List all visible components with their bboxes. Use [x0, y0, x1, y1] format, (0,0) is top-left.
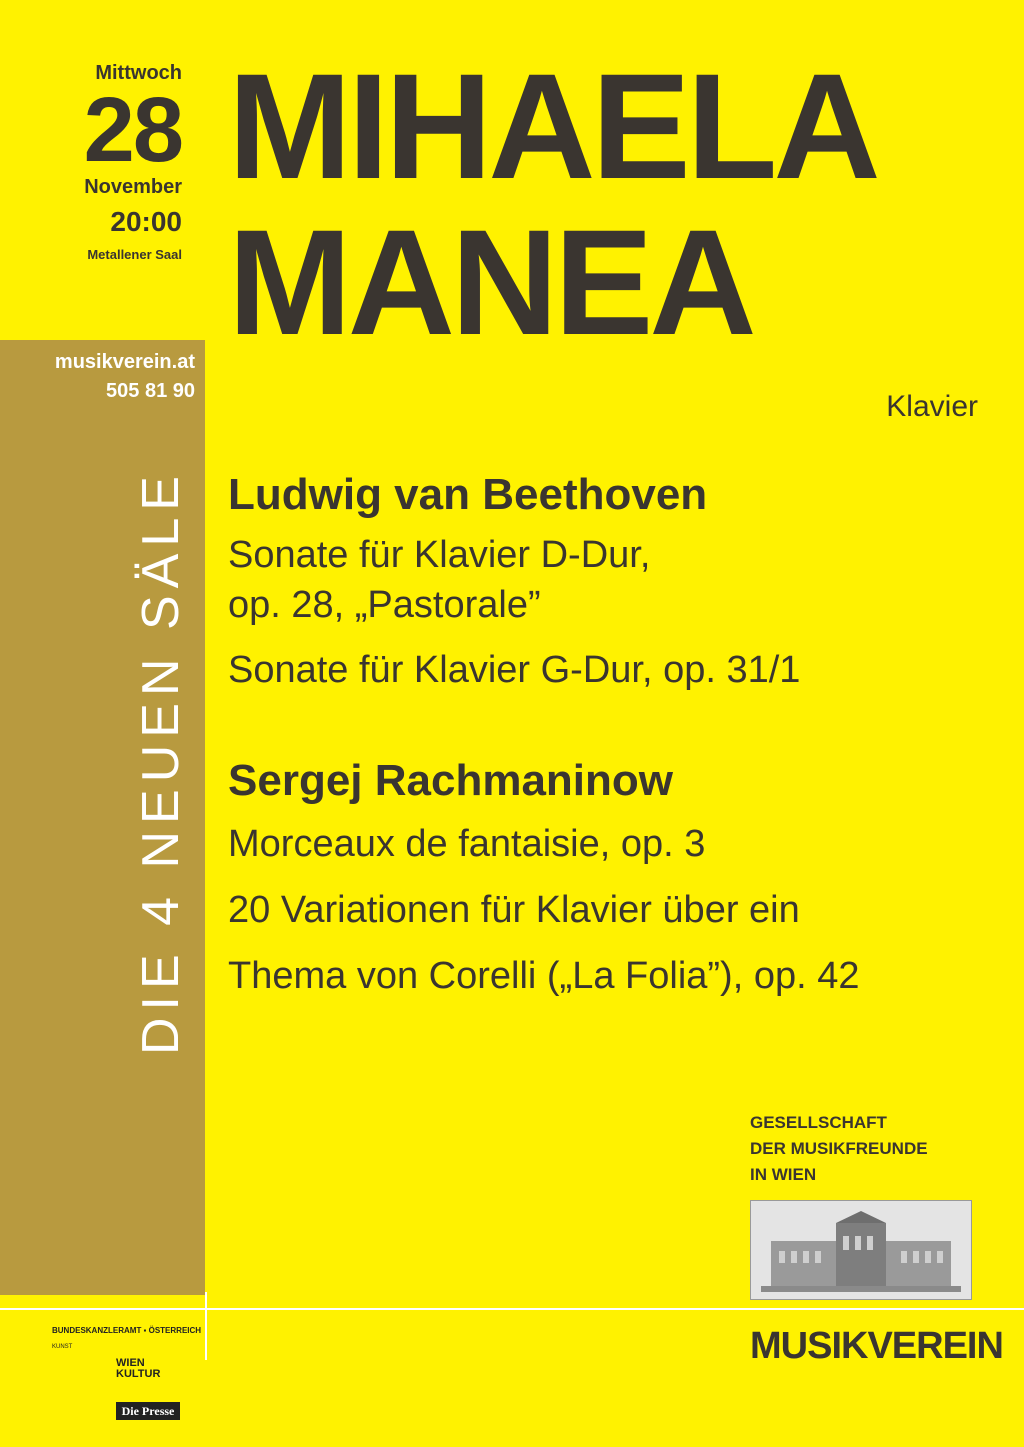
- program-list: [228, 468, 988, 1002]
- organizer-name: [750, 1110, 928, 1188]
- organizer-line: GESELLSCHAFT: [750, 1113, 887, 1132]
- artist-name: [228, 42, 877, 366]
- composer-name: Sergej Rachmaninow: [228, 756, 674, 805]
- composer-name: Ludwig van Beethoven: [228, 470, 708, 519]
- artist-instrument: Klavier: [886, 390, 978, 423]
- event-date-block: [20, 60, 182, 266]
- spacer: [228, 696, 988, 754]
- event-day: 28: [83, 79, 182, 181]
- building-image: [751, 1201, 971, 1299]
- work-title-line: Sonate für Klavier D-Dur,: [228, 534, 651, 576]
- phone-number: 505 81 90: [106, 380, 195, 402]
- musikverein-logo: MUSIKVEREIN: [750, 1325, 1003, 1367]
- work-title: Thema von Corelli („La Folia”), op. 42: [228, 955, 860, 997]
- event-month: November: [84, 176, 182, 198]
- sponsor-wien-kultur-logo: [116, 1358, 160, 1380]
- event-hall: Metallener Saal: [87, 247, 182, 262]
- musikverein-building-illustration: [750, 1200, 972, 1300]
- work-title: Sonate für Klavier G-Dur, op. 31/1: [228, 649, 801, 691]
- website-link[interactable]: musikverein.at: [54, 351, 195, 373]
- sponsor-die-presse-logo: Die Presse: [116, 1402, 180, 1420]
- event-weekday: Mittwoch: [95, 62, 182, 84]
- wien-kultur-line: KULTUR: [116, 1368, 161, 1380]
- work-title: 20 Variationen für Klavier über ein: [228, 889, 800, 931]
- work-title: [228, 530, 988, 630]
- organizer-line: DER MUSIKFREUNDE: [750, 1139, 928, 1158]
- artist-first-name: MIHAELA: [228, 42, 877, 210]
- artist-last-name: MANEA: [228, 198, 753, 366]
- contact-block: [55, 348, 195, 406]
- footer-divider: [0, 1308, 1024, 1310]
- footer-tick: [205, 1292, 207, 1360]
- work-title-line: op. 28, „Pastorale”: [228, 584, 541, 626]
- work-title: Morceaux de fantaisie, op. 3: [228, 823, 706, 865]
- wien-kultur-line: WIEN: [116, 1357, 145, 1369]
- event-time: 20:00: [110, 206, 182, 237]
- sponsor-bundeskanzleramt-sub: KUNST: [52, 1344, 73, 1350]
- organizer-line: IN WIEN: [750, 1165, 817, 1184]
- sponsor-bundeskanzleramt-logo: BUNDESKANZLERAMT ▪ ÖSTERREICH: [52, 1326, 202, 1335]
- series-title-vertical: DIE 4 NEUEN SÄLE: [132, 469, 190, 1055]
